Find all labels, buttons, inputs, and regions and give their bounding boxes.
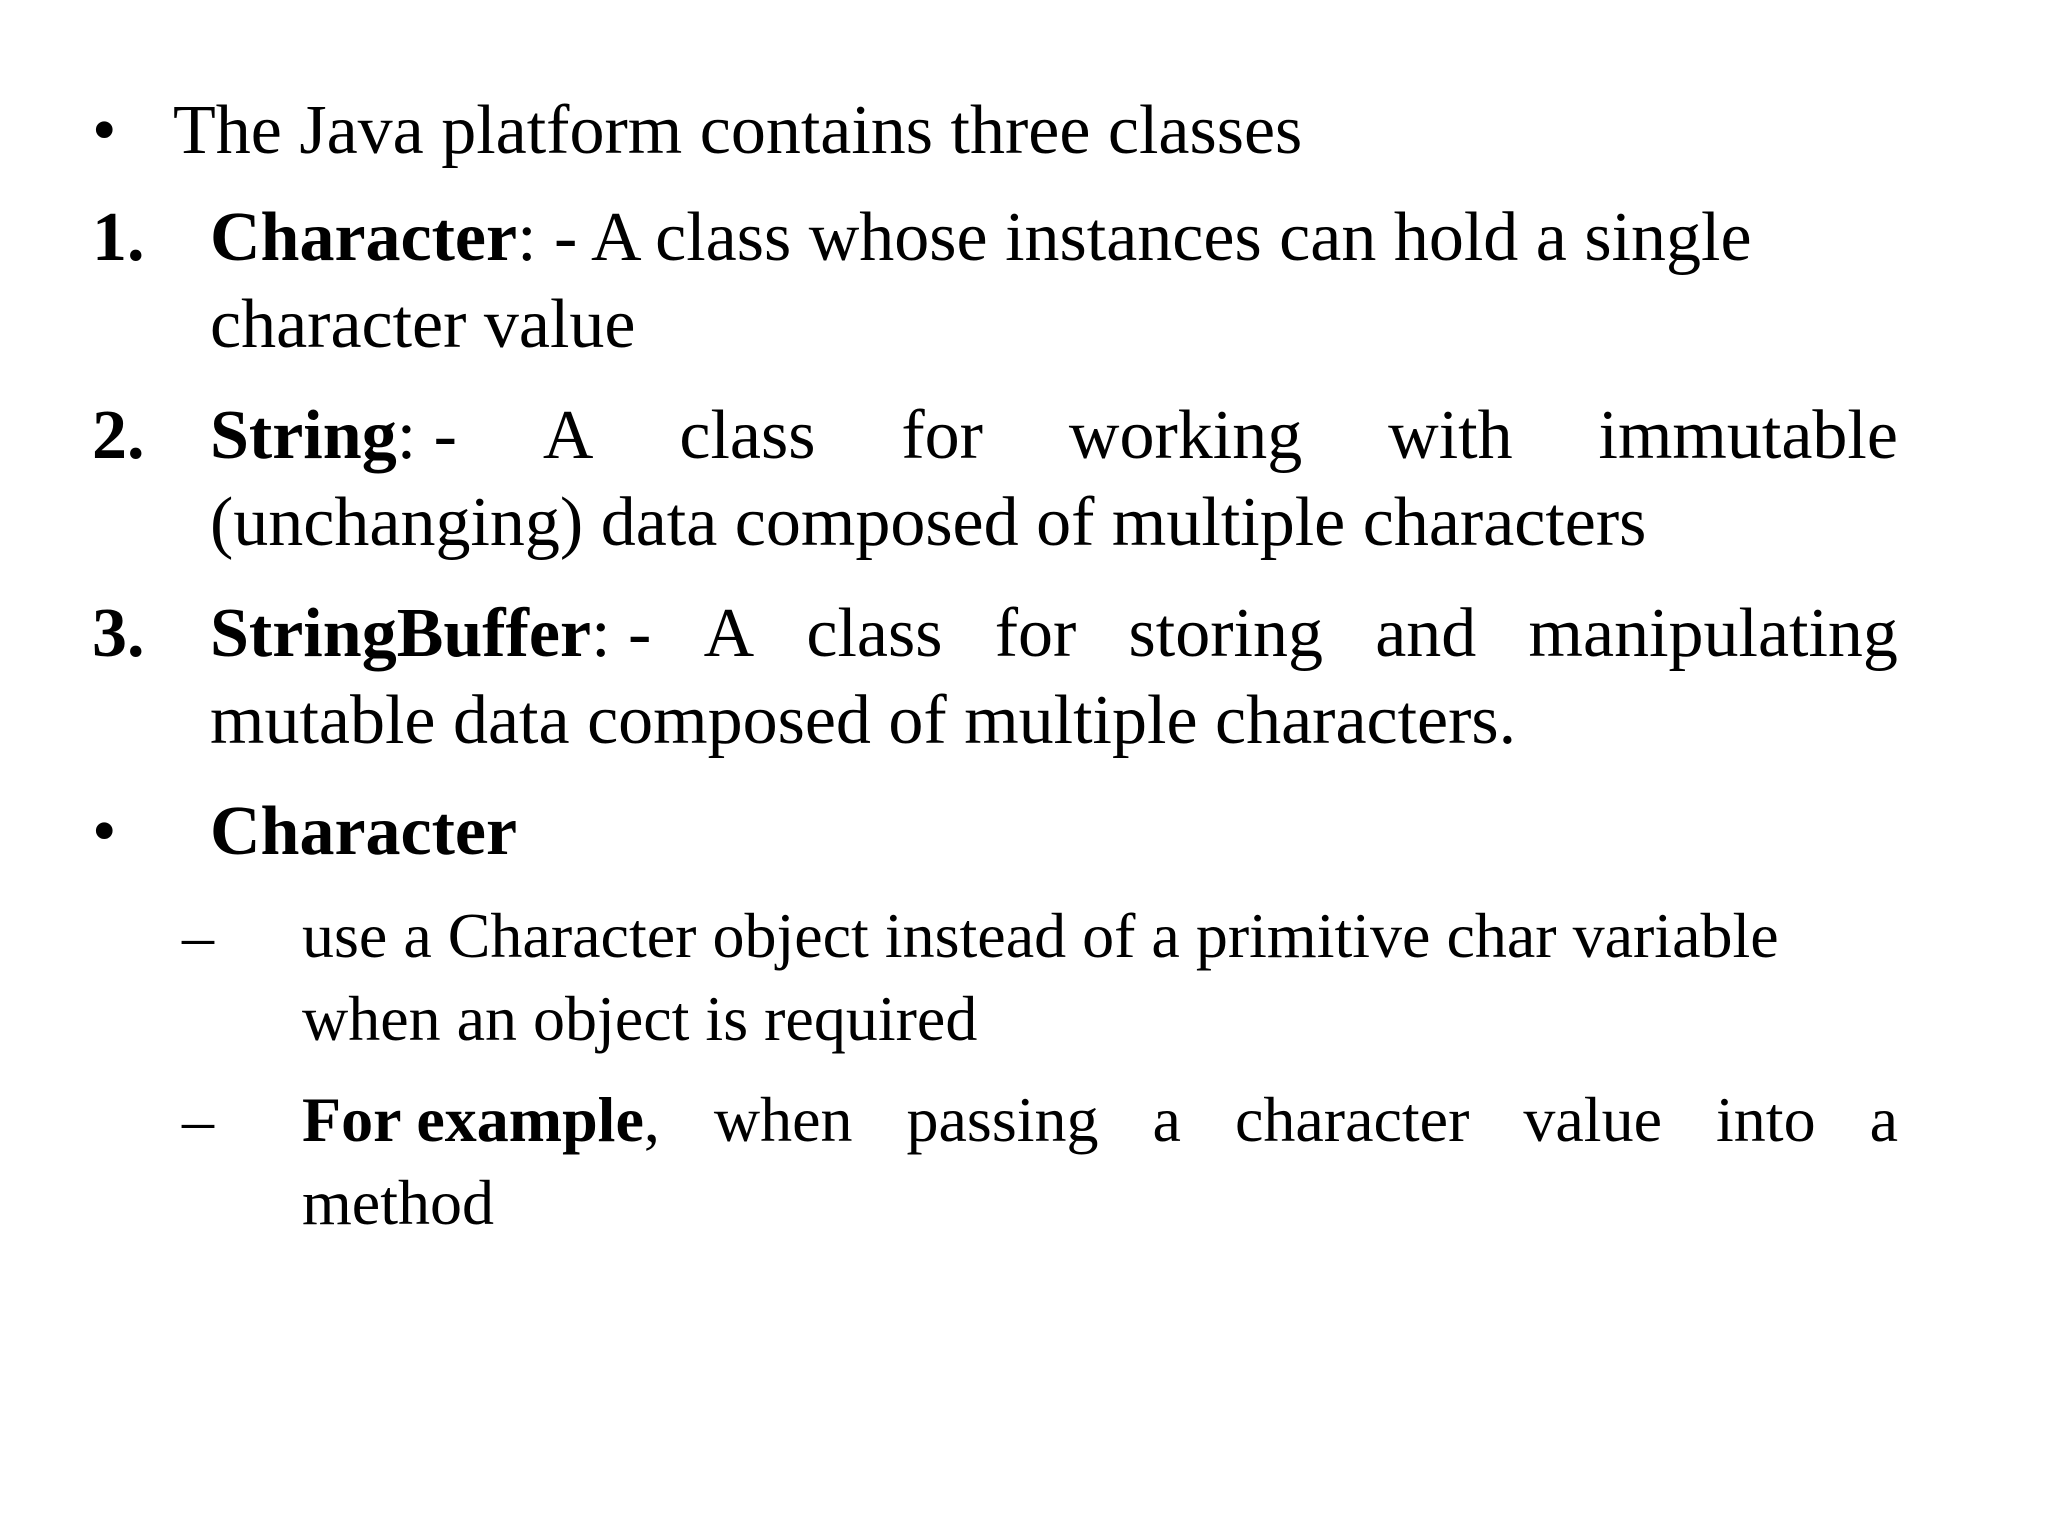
item-3-token: manipulating [1528, 595, 1898, 672]
item-3-token: class [806, 595, 943, 672]
item-3-token: A [703, 595, 755, 672]
item-2-token: working [1068, 397, 1303, 474]
character-heading: Character [210, 793, 518, 870]
item-1-line-2: character value [210, 286, 636, 363]
item-3-token: : - [591, 595, 652, 672]
item-1-term: Character [210, 199, 518, 276]
item-3-line-2: mutable data composed of multiple characters. [210, 682, 1517, 759]
item-2-line-1 [210, 397, 1898, 474]
item-3-token: and [1375, 595, 1477, 672]
item-2-token: with [1388, 397, 1513, 474]
item-2-token: : - [396, 397, 457, 474]
sub-item-2-token: value [1523, 1084, 1662, 1155]
sub-item-2-token: character [1234, 1084, 1470, 1155]
sub-item-2-line-1 [302, 1084, 1898, 1155]
item-2-token: A [542, 397, 594, 474]
item-2-token: immutable [1598, 397, 1898, 474]
item-2-line-2: (unchanging) data composed of multiple characters [210, 484, 1647, 561]
item-1-line-1 [210, 199, 1752, 276]
intro-bullet: • [92, 92, 117, 169]
character-bullet: • [92, 793, 117, 870]
item-2-term: String [210, 397, 397, 474]
item-2-number: 2. [92, 397, 145, 474]
sub-item-1-dash: – [182, 900, 214, 971]
sub-item-1-line-1: use a Character object instead of a primitive char variable [302, 900, 1779, 971]
sub-item-2-token: a [1869, 1084, 1898, 1155]
sub-item-2-line-2: method [302, 1167, 494, 1238]
item-1-number: 1. [92, 199, 145, 276]
sub-item-2-dash: – [182, 1084, 214, 1155]
sub-item-2-bold-lead: For example [302, 1084, 644, 1155]
item-2-token: class [679, 397, 816, 474]
sub-item-2-token: , [643, 1084, 660, 1155]
sub-item-2-token: passing [906, 1084, 1099, 1155]
sub-item-1-line-2: when an object is required [302, 983, 978, 1054]
intro-text: The Java platform contains three classes [173, 92, 1303, 169]
item-2-token: for [901, 397, 983, 474]
sub-item-2-token: when [713, 1084, 853, 1155]
sub-item-2-token: a [1152, 1084, 1181, 1155]
item-3-line-1 [210, 595, 1898, 672]
item-3-number: 3. [92, 595, 145, 672]
item-3-token: for [994, 595, 1077, 672]
item-3-term: StringBuffer [210, 595, 592, 672]
item-1-description: : - A class whose instances can hold a single [517, 199, 1752, 276]
item-3-token: storing [1128, 595, 1323, 672]
sub-item-2-token: into [1716, 1084, 1816, 1155]
